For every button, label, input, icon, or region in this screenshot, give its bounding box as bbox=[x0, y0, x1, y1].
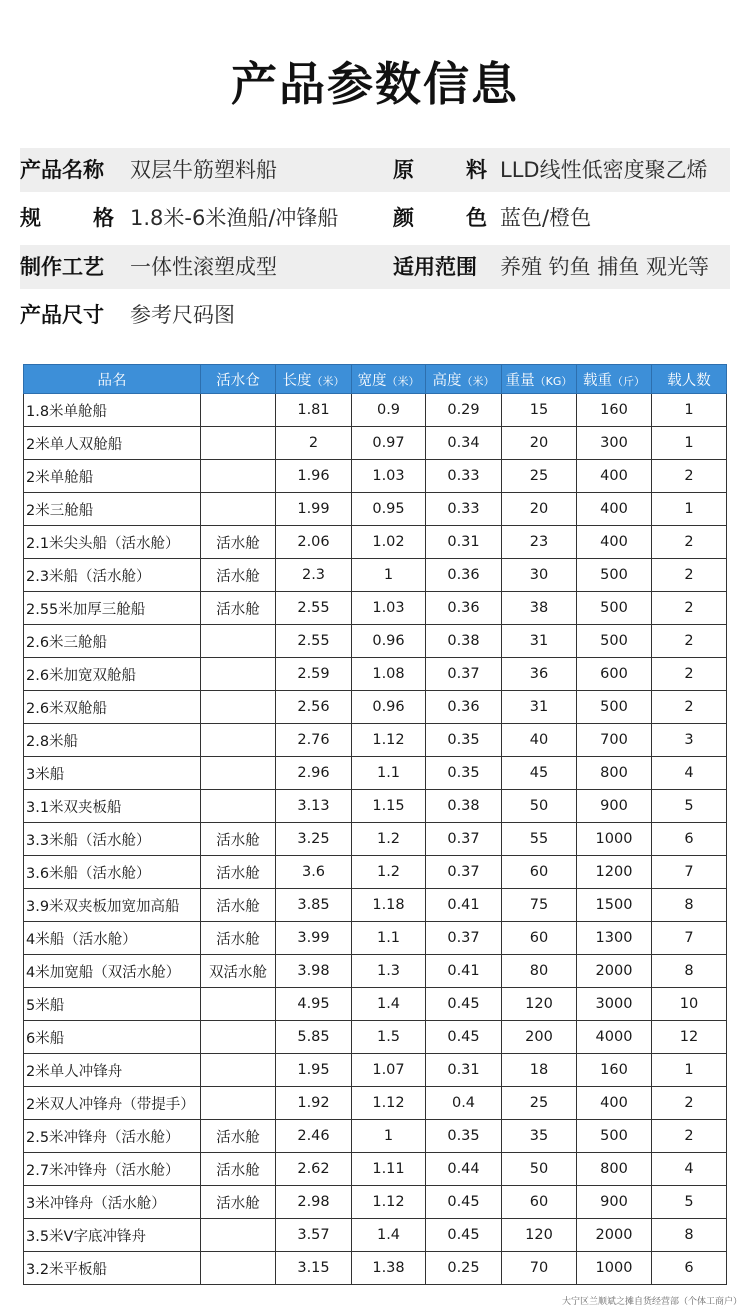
cell-height: 0.36 bbox=[426, 691, 502, 724]
cell-width: 1.15 bbox=[352, 790, 426, 823]
cell-weight: 50 bbox=[502, 1153, 577, 1186]
cell-name: 2.1米尖头船（活水舱） bbox=[24, 526, 201, 559]
cell-livewell bbox=[201, 1087, 276, 1120]
spec-label-char-1: 规 bbox=[20, 206, 41, 230]
cell-livewell: 活水舱 bbox=[201, 559, 276, 592]
cell-weight: 38 bbox=[502, 592, 577, 625]
spec-table bbox=[23, 364, 727, 1285]
cell-height: 0.31 bbox=[426, 1054, 502, 1087]
cell-load: 500 bbox=[577, 625, 652, 658]
cell-livewell bbox=[201, 625, 276, 658]
table-row bbox=[24, 394, 727, 427]
cell-load: 500 bbox=[577, 592, 652, 625]
cell-length: 2.56 bbox=[276, 691, 352, 724]
cell-capacity: 2 bbox=[652, 526, 727, 559]
cell-weight: 60 bbox=[502, 1186, 577, 1219]
color-label-char-2: 色 bbox=[466, 206, 487, 230]
cell-height: 0.34 bbox=[426, 427, 502, 460]
cell-name: 2.8米船 bbox=[24, 724, 201, 757]
cell-livewell: 双活水舱 bbox=[201, 955, 276, 988]
cell-capacity: 5 bbox=[652, 790, 727, 823]
cell-name: 2.3米船（活水舱） bbox=[24, 559, 201, 592]
usage-value: 养殖 钓鱼 捕鱼 观光等 bbox=[500, 255, 710, 279]
cell-width: 1.11 bbox=[352, 1153, 426, 1186]
usage-label: 适用范围 bbox=[393, 255, 477, 279]
header-livewell: 活水仓 bbox=[201, 365, 276, 394]
cell-width: 1.12 bbox=[352, 1186, 426, 1219]
cell-weight: 25 bbox=[502, 1087, 577, 1120]
cell-weight: 75 bbox=[502, 889, 577, 922]
cell-name: 5米船 bbox=[24, 988, 201, 1021]
cell-load: 900 bbox=[577, 1186, 652, 1219]
table-row bbox=[24, 1186, 727, 1219]
color-label bbox=[393, 196, 487, 240]
cell-weight: 20 bbox=[502, 427, 577, 460]
cell-weight: 31 bbox=[502, 691, 577, 724]
cell-length: 4.95 bbox=[276, 988, 352, 1021]
table-row bbox=[24, 625, 727, 658]
cell-capacity: 4 bbox=[652, 1153, 727, 1186]
header-height: 高度（米） bbox=[426, 365, 502, 394]
cell-name: 3米冲锋舟（活水舱） bbox=[24, 1186, 201, 1219]
cell-load: 500 bbox=[577, 559, 652, 592]
cell-capacity: 1 bbox=[652, 394, 727, 427]
cell-width: 1.1 bbox=[352, 922, 426, 955]
cell-name: 2米三舱船 bbox=[24, 493, 201, 526]
cell-capacity: 1 bbox=[652, 427, 727, 460]
cell-width: 0.97 bbox=[352, 427, 426, 460]
cell-weight: 35 bbox=[502, 1120, 577, 1153]
cell-height: 0.37 bbox=[426, 658, 502, 691]
cell-name: 4米加宽船（双活水舱） bbox=[24, 955, 201, 988]
table-row bbox=[24, 724, 727, 757]
cell-height: 0.31 bbox=[426, 526, 502, 559]
cell-height: 0.38 bbox=[426, 790, 502, 823]
cell-height: 0.25 bbox=[426, 1252, 502, 1285]
table-row bbox=[24, 889, 727, 922]
cell-width: 1.5 bbox=[352, 1021, 426, 1054]
cell-capacity: 1 bbox=[652, 493, 727, 526]
cell-length: 1.95 bbox=[276, 1054, 352, 1087]
cell-capacity: 2 bbox=[652, 658, 727, 691]
cell-livewell: 活水舱 bbox=[201, 1186, 276, 1219]
cell-width: 1.2 bbox=[352, 856, 426, 889]
cell-load: 800 bbox=[577, 757, 652, 790]
cell-length: 2.55 bbox=[276, 592, 352, 625]
cell-height: 0.38 bbox=[426, 625, 502, 658]
cell-height: 0.37 bbox=[426, 856, 502, 889]
spec-label bbox=[20, 196, 114, 240]
cell-length: 2.3 bbox=[276, 559, 352, 592]
cell-length: 2.76 bbox=[276, 724, 352, 757]
header-load: 载重（斤） bbox=[577, 365, 652, 394]
process-value: 一体性滚塑成型 bbox=[130, 255, 277, 279]
cell-name: 2米双人冲锋舟（带提手） bbox=[24, 1087, 201, 1120]
info-row-spec bbox=[20, 196, 730, 240]
cell-load: 700 bbox=[577, 724, 652, 757]
table-row bbox=[24, 757, 727, 790]
cell-length: 5.85 bbox=[276, 1021, 352, 1054]
header-length: 长度（米） bbox=[276, 365, 352, 394]
cell-livewell bbox=[201, 724, 276, 757]
cell-width: 1.1 bbox=[352, 757, 426, 790]
header-width: 宽度（米） bbox=[352, 365, 426, 394]
cell-livewell bbox=[201, 691, 276, 724]
cell-height: 0.33 bbox=[426, 460, 502, 493]
cell-height: 0.35 bbox=[426, 724, 502, 757]
cell-height: 0.35 bbox=[426, 757, 502, 790]
cell-width: 1.12 bbox=[352, 1087, 426, 1120]
table-row bbox=[24, 790, 727, 823]
cell-capacity: 7 bbox=[652, 922, 727, 955]
cell-height: 0.33 bbox=[426, 493, 502, 526]
cell-length: 3.85 bbox=[276, 889, 352, 922]
cell-height: 0.29 bbox=[426, 394, 502, 427]
cell-load: 500 bbox=[577, 1120, 652, 1153]
cell-load: 400 bbox=[577, 1087, 652, 1120]
cell-weight: 40 bbox=[502, 724, 577, 757]
cell-length: 1.96 bbox=[276, 460, 352, 493]
cell-width: 1.38 bbox=[352, 1252, 426, 1285]
cell-livewell bbox=[201, 757, 276, 790]
cell-length: 3.98 bbox=[276, 955, 352, 988]
table-row bbox=[24, 1054, 727, 1087]
cell-height: 0.45 bbox=[426, 988, 502, 1021]
table-row bbox=[24, 460, 727, 493]
cell-livewell: 活水舱 bbox=[201, 823, 276, 856]
cell-width: 1.03 bbox=[352, 460, 426, 493]
header-capacity: 载人数 bbox=[652, 365, 727, 394]
cell-capacity: 7 bbox=[652, 856, 727, 889]
size-label: 产品尺寸 bbox=[20, 303, 104, 327]
cell-livewell bbox=[201, 1054, 276, 1087]
cell-weight: 120 bbox=[502, 988, 577, 1021]
cell-weight: 80 bbox=[502, 955, 577, 988]
table-row bbox=[24, 658, 727, 691]
cell-capacity: 8 bbox=[652, 1219, 727, 1252]
cell-weight: 60 bbox=[502, 856, 577, 889]
table-row bbox=[24, 1087, 727, 1120]
cell-length: 3.99 bbox=[276, 922, 352, 955]
cell-width: 0.96 bbox=[352, 691, 426, 724]
cell-width: 1.3 bbox=[352, 955, 426, 988]
cell-height: 0.37 bbox=[426, 922, 502, 955]
cell-load: 900 bbox=[577, 790, 652, 823]
cell-name: 6米船 bbox=[24, 1021, 201, 1054]
cell-weight: 15 bbox=[502, 394, 577, 427]
cell-height: 0.41 bbox=[426, 955, 502, 988]
cell-length: 3.6 bbox=[276, 856, 352, 889]
cell-name: 3.6米船（活水舱） bbox=[24, 856, 201, 889]
table-row bbox=[24, 1120, 727, 1153]
cell-weight: 45 bbox=[502, 757, 577, 790]
spec-value: 1.8米-6米渔船/冲锋船 bbox=[130, 206, 339, 230]
cell-height: 0.45 bbox=[426, 1186, 502, 1219]
cell-capacity: 2 bbox=[652, 1087, 727, 1120]
cell-livewell bbox=[201, 460, 276, 493]
product-name-label: 产品名称 bbox=[20, 158, 104, 182]
cell-name: 2米单人冲锋舟 bbox=[24, 1054, 201, 1087]
cell-weight: 30 bbox=[502, 559, 577, 592]
cell-livewell bbox=[201, 427, 276, 460]
page-title: 产品参数信息 bbox=[231, 57, 519, 111]
footer-note: 大宁区兰顺斌之摊自货经营部（个体工商户） bbox=[561, 1297, 742, 1307]
cell-livewell bbox=[201, 394, 276, 427]
cell-capacity: 8 bbox=[652, 889, 727, 922]
cell-weight: 20 bbox=[502, 493, 577, 526]
table-row bbox=[24, 427, 727, 460]
cell-capacity: 2 bbox=[652, 625, 727, 658]
cell-livewell: 活水舱 bbox=[201, 1153, 276, 1186]
cell-name: 1.8米单舱船 bbox=[24, 394, 201, 427]
cell-name: 3.5米V字底冲锋舟 bbox=[24, 1219, 201, 1252]
cell-capacity: 2 bbox=[652, 460, 727, 493]
table-row bbox=[24, 526, 727, 559]
cell-name: 3.2米平板船 bbox=[24, 1252, 201, 1285]
cell-length: 2.06 bbox=[276, 526, 352, 559]
cell-length: 2.46 bbox=[276, 1120, 352, 1153]
cell-livewell: 活水舱 bbox=[201, 526, 276, 559]
table-header-row bbox=[24, 365, 727, 394]
cell-load: 160 bbox=[577, 394, 652, 427]
cell-load: 1200 bbox=[577, 856, 652, 889]
cell-load: 400 bbox=[577, 460, 652, 493]
table-row bbox=[24, 955, 727, 988]
cell-livewell bbox=[201, 1021, 276, 1054]
cell-weight: 55 bbox=[502, 823, 577, 856]
table-row bbox=[24, 823, 727, 856]
cell-weight: 31 bbox=[502, 625, 577, 658]
cell-weight: 70 bbox=[502, 1252, 577, 1285]
info-row-name bbox=[20, 148, 730, 192]
cell-width: 1 bbox=[352, 1120, 426, 1153]
color-value: 蓝色/橙色 bbox=[500, 206, 592, 230]
cell-length: 2 bbox=[276, 427, 352, 460]
cell-livewell: 活水舱 bbox=[201, 922, 276, 955]
cell-name: 2米单舱船 bbox=[24, 460, 201, 493]
cell-livewell bbox=[201, 1252, 276, 1285]
cell-length: 2.62 bbox=[276, 1153, 352, 1186]
color-label-char-1: 颜 bbox=[393, 206, 414, 230]
cell-length: 3.25 bbox=[276, 823, 352, 856]
cell-livewell: 活水舱 bbox=[201, 856, 276, 889]
cell-livewell: 活水舱 bbox=[201, 889, 276, 922]
material-label bbox=[393, 148, 487, 192]
cell-weight: 200 bbox=[502, 1021, 577, 1054]
cell-height: 0.36 bbox=[426, 559, 502, 592]
cell-weight: 50 bbox=[502, 790, 577, 823]
cell-weight: 36 bbox=[502, 658, 577, 691]
table-row bbox=[24, 1252, 727, 1285]
cell-load: 800 bbox=[577, 1153, 652, 1186]
cell-weight: 25 bbox=[502, 460, 577, 493]
cell-width: 0.96 bbox=[352, 625, 426, 658]
cell-width: 1.03 bbox=[352, 592, 426, 625]
cell-capacity: 2 bbox=[652, 559, 727, 592]
cell-load: 400 bbox=[577, 493, 652, 526]
table-row bbox=[24, 1219, 727, 1252]
cell-name: 2.5米冲锋舟（活水舱） bbox=[24, 1120, 201, 1153]
cell-width: 0.95 bbox=[352, 493, 426, 526]
cell-name: 3.9米双夹板加宽加高船 bbox=[24, 889, 201, 922]
cell-name: 3.3米船（活水舱） bbox=[24, 823, 201, 856]
cell-height: 0.44 bbox=[426, 1153, 502, 1186]
size-value: 参考尺码图 bbox=[130, 303, 235, 327]
cell-capacity: 1 bbox=[652, 1054, 727, 1087]
cell-height: 0.4 bbox=[426, 1087, 502, 1120]
cell-capacity: 6 bbox=[652, 1252, 727, 1285]
cell-load: 300 bbox=[577, 427, 652, 460]
material-label-char-2: 料 bbox=[466, 158, 487, 182]
table-row bbox=[24, 922, 727, 955]
cell-weight: 23 bbox=[502, 526, 577, 559]
cell-weight: 18 bbox=[502, 1054, 577, 1087]
header-weight: 重量（KG） bbox=[502, 365, 577, 394]
cell-weight: 120 bbox=[502, 1219, 577, 1252]
cell-livewell bbox=[201, 493, 276, 526]
cell-name: 4米船（活水舱） bbox=[24, 922, 201, 955]
material-value: LLD线性低密度聚乙烯 bbox=[500, 158, 708, 182]
cell-width: 1.07 bbox=[352, 1054, 426, 1087]
cell-weight: 60 bbox=[502, 922, 577, 955]
cell-livewell bbox=[201, 658, 276, 691]
cell-name: 3米船 bbox=[24, 757, 201, 790]
cell-width: 1.4 bbox=[352, 988, 426, 1021]
table-row bbox=[24, 691, 727, 724]
cell-load: 2000 bbox=[577, 1219, 652, 1252]
cell-capacity: 6 bbox=[652, 823, 727, 856]
cell-width: 1.4 bbox=[352, 1219, 426, 1252]
cell-height: 0.41 bbox=[426, 889, 502, 922]
material-label-char-1: 原 bbox=[393, 158, 414, 182]
cell-height: 0.36 bbox=[426, 592, 502, 625]
cell-load: 1300 bbox=[577, 922, 652, 955]
table-row bbox=[24, 856, 727, 889]
cell-height: 0.45 bbox=[426, 1219, 502, 1252]
table-row bbox=[24, 559, 727, 592]
spec-label-char-2: 格 bbox=[93, 206, 114, 230]
cell-load: 1000 bbox=[577, 823, 652, 856]
table-row bbox=[24, 1021, 727, 1054]
cell-capacity: 2 bbox=[652, 592, 727, 625]
table-row bbox=[24, 1153, 727, 1186]
cell-length: 1.81 bbox=[276, 394, 352, 427]
cell-name: 2.6米双舱船 bbox=[24, 691, 201, 724]
cell-name: 2.7米冲锋舟（活水舱） bbox=[24, 1153, 201, 1186]
cell-name: 3.1米双夹板船 bbox=[24, 790, 201, 823]
cell-width: 1.02 bbox=[352, 526, 426, 559]
table-row bbox=[24, 592, 727, 625]
cell-length: 2.55 bbox=[276, 625, 352, 658]
cell-name: 2米单人双舱船 bbox=[24, 427, 201, 460]
cell-length: 3.57 bbox=[276, 1219, 352, 1252]
cell-load: 400 bbox=[577, 526, 652, 559]
cell-width: 1 bbox=[352, 559, 426, 592]
cell-length: 1.92 bbox=[276, 1087, 352, 1120]
cell-height: 0.35 bbox=[426, 1120, 502, 1153]
process-label: 制作工艺 bbox=[20, 255, 104, 279]
table-row bbox=[24, 988, 727, 1021]
cell-capacity: 10 bbox=[652, 988, 727, 1021]
cell-livewell bbox=[201, 1219, 276, 1252]
cell-load: 2000 bbox=[577, 955, 652, 988]
cell-capacity: 2 bbox=[652, 1120, 727, 1153]
cell-width: 0.9 bbox=[352, 394, 426, 427]
product-name-value: 双层牛筋塑料船 bbox=[130, 158, 277, 182]
info-row-size bbox=[20, 293, 730, 337]
cell-length: 1.99 bbox=[276, 493, 352, 526]
cell-length: 2.59 bbox=[276, 658, 352, 691]
cell-width: 1.12 bbox=[352, 724, 426, 757]
cell-capacity: 2 bbox=[652, 691, 727, 724]
table-row bbox=[24, 493, 727, 526]
cell-width: 1.08 bbox=[352, 658, 426, 691]
cell-load: 600 bbox=[577, 658, 652, 691]
cell-width: 1.18 bbox=[352, 889, 426, 922]
header-name: 品名 bbox=[24, 365, 201, 394]
cell-name: 2.6米三舱船 bbox=[24, 625, 201, 658]
cell-width: 1.2 bbox=[352, 823, 426, 856]
cell-livewell: 活水舱 bbox=[201, 592, 276, 625]
cell-load: 1500 bbox=[577, 889, 652, 922]
cell-load: 3000 bbox=[577, 988, 652, 1021]
cell-height: 0.37 bbox=[426, 823, 502, 856]
info-row-process bbox=[20, 245, 730, 289]
cell-load: 160 bbox=[577, 1054, 652, 1087]
cell-length: 2.98 bbox=[276, 1186, 352, 1219]
cell-length: 3.13 bbox=[276, 790, 352, 823]
cell-length: 2.96 bbox=[276, 757, 352, 790]
cell-capacity: 12 bbox=[652, 1021, 727, 1054]
cell-capacity: 3 bbox=[652, 724, 727, 757]
cell-load: 4000 bbox=[577, 1021, 652, 1054]
cell-name: 2.6米加宽双舱船 bbox=[24, 658, 201, 691]
cell-load: 500 bbox=[577, 691, 652, 724]
cell-load: 1000 bbox=[577, 1252, 652, 1285]
cell-height: 0.45 bbox=[426, 1021, 502, 1054]
cell-livewell bbox=[201, 790, 276, 823]
cell-capacity: 8 bbox=[652, 955, 727, 988]
cell-capacity: 5 bbox=[652, 1186, 727, 1219]
cell-capacity: 4 bbox=[652, 757, 727, 790]
cell-livewell bbox=[201, 988, 276, 1021]
cell-length: 3.15 bbox=[276, 1252, 352, 1285]
cell-livewell: 活水舱 bbox=[201, 1120, 276, 1153]
cell-name: 2.55米加厚三舱船 bbox=[24, 592, 201, 625]
